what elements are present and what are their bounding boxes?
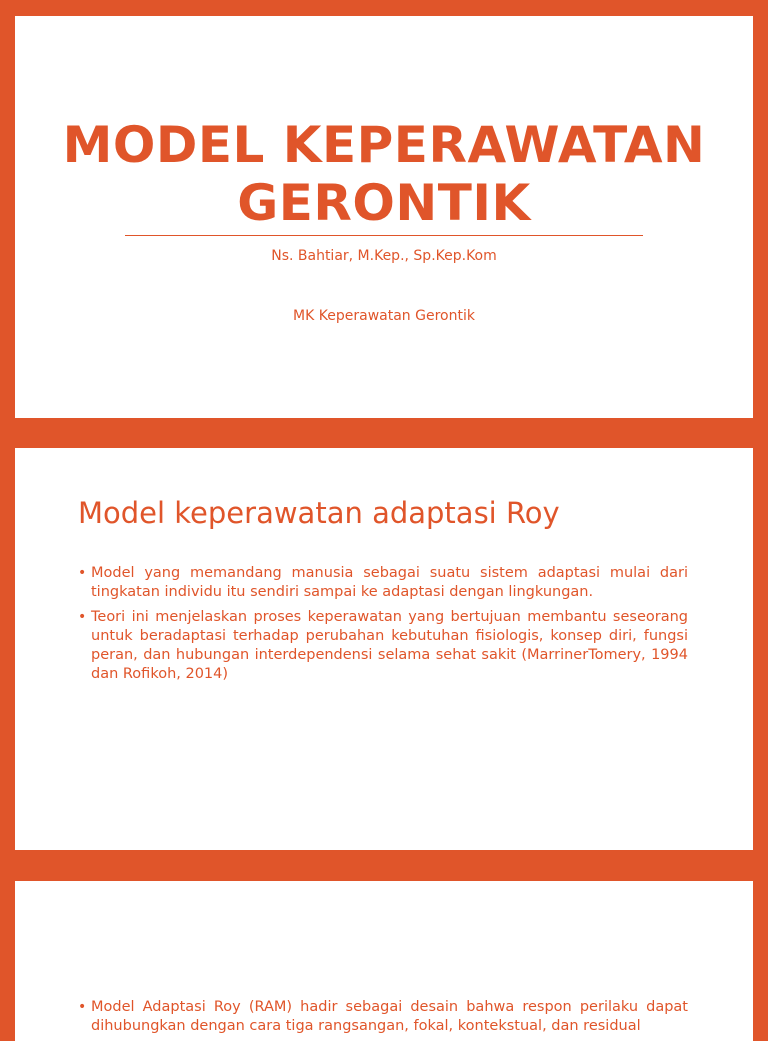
bullet-icon: • bbox=[78, 565, 87, 581]
bullet-icon: • bbox=[78, 999, 87, 1015]
author-line: Ns. Bahtiar, M.Kep., Sp.Kep.Kom bbox=[271, 248, 497, 264]
content-slide-ram bbox=[15, 881, 753, 1041]
presentation-title bbox=[15, 116, 753, 232]
bullet-text: Model Adaptasi Roy (RAM) hadir sebagai desain bahwa respon perilaku dapat dihubungkan dengan cara tiga rangsangan, fokal, kontekstual, dan residual bbox=[91, 999, 688, 1034]
bullet-icon: • bbox=[78, 609, 87, 625]
slide-heading: Model keperawatan adaptasi Roy bbox=[78, 496, 560, 530]
bullet-list bbox=[78, 564, 688, 690]
course-line: MK Keperawatan Gerontik bbox=[293, 308, 475, 324]
bullet-list bbox=[78, 998, 688, 1041]
bullet-text: Teori ini menjelaskan proses keperawatan yang bertujuan membantu seseorang untuk beradaptasi terhadap perubahan kebutuhan fisiologis, konsep diri, fungsi peran, dan hubungan interdependensi selama sehat sakit (MarrinerTomery, 1994 dan Rofikoh, 2014) bbox=[91, 609, 688, 682]
title-line-2: GERONTIK bbox=[237, 174, 531, 232]
title-divider bbox=[125, 235, 643, 236]
list-item bbox=[78, 564, 688, 602]
title-line-1: MODEL KEPERAWATAN bbox=[62, 116, 706, 174]
title-slide bbox=[15, 16, 753, 418]
list-item bbox=[78, 608, 688, 684]
bullet-text: Model yang memandang manusia sebagai suatu sistem adaptasi mulai dari tingkatan individu itu sendiri sampai ke adaptasi dengan lingkungan. bbox=[91, 565, 688, 600]
content-slide-roy bbox=[15, 448, 753, 850]
list-item bbox=[78, 998, 688, 1036]
